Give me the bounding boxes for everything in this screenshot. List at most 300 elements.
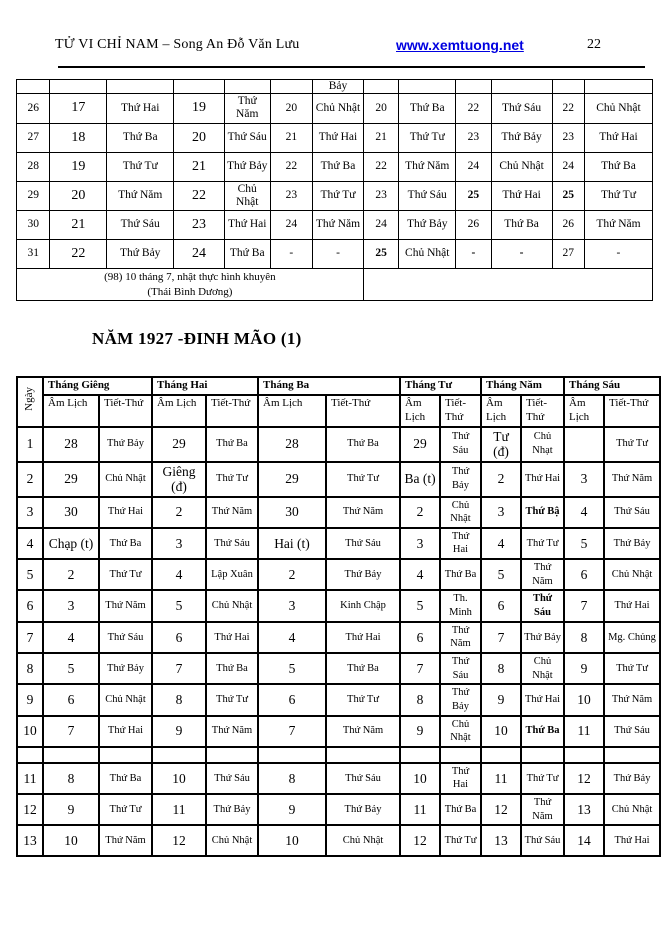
- table-cell: Thứ Tư: [604, 427, 660, 462]
- footnote-line-2: (Thái Bình Dương): [147, 285, 233, 298]
- table-cell: 22: [456, 94, 492, 123]
- table-cell: 28: [17, 152, 50, 181]
- table-cell: 5: [481, 559, 521, 590]
- table-cell: 9: [43, 794, 99, 825]
- table-cell: -: [584, 240, 652, 269]
- table-cell: Thứ Tư: [521, 763, 564, 794]
- table-cell: Thứ Bảy: [107, 240, 174, 269]
- table-row: [17, 240, 653, 269]
- empty-cell: [584, 80, 652, 94]
- month-header-hai: Tháng Hai: [152, 377, 258, 395]
- table-cell: Thứ Hai: [313, 123, 364, 152]
- table-cell: Thứ Bảy: [206, 794, 258, 825]
- table-cell: 7: [152, 653, 206, 684]
- empty-cell: [326, 747, 400, 763]
- empty-cell: [152, 747, 206, 763]
- table-cell: Thứ Sáu: [206, 528, 258, 559]
- table-cell: 23: [174, 211, 225, 240]
- table-cell: 4: [17, 528, 43, 559]
- table-cell: 8: [17, 653, 43, 684]
- table-cell: 7: [481, 622, 521, 653]
- table-cell: Thứ Hai: [521, 462, 564, 497]
- table-cell: Thứ Ba: [206, 653, 258, 684]
- table-cell: 6: [17, 590, 43, 621]
- table-cell: 26: [552, 211, 584, 240]
- table-cell: 11: [17, 763, 43, 794]
- table-cell: Thứ Hai: [521, 684, 564, 715]
- table-cell: 23: [552, 123, 584, 152]
- month-header-giêng: Tháng Giêng: [43, 377, 152, 395]
- table-cell: 13: [17, 825, 43, 856]
- table-cell: 6: [258, 684, 326, 715]
- tiet-thu-header: Tiết-Thứ: [206, 395, 258, 427]
- table-cell: Chạp (t): [43, 528, 99, 559]
- table-cell: Thứ Bảy: [326, 794, 400, 825]
- table-cell: 5: [43, 653, 99, 684]
- table-cell: 29: [43, 462, 99, 497]
- table-cell: 12: [400, 825, 440, 856]
- table-row: [17, 94, 653, 123]
- table-cell: 6: [481, 590, 521, 621]
- month-group-header-row: [17, 377, 660, 395]
- table-cell: Thứ Năm: [326, 497, 400, 528]
- table-cell: Thứ Năm: [399, 152, 456, 181]
- table-cell: 10: [17, 716, 43, 747]
- table-cell: 24: [456, 152, 492, 181]
- footnote-row: [17, 269, 653, 301]
- table-cell: Thứ Ba: [206, 427, 258, 462]
- table-cell: Chủ Nhật: [99, 684, 152, 715]
- table-cell: Thứ Năm: [224, 94, 270, 123]
- table-cell: 22: [174, 181, 225, 210]
- table-cell: Chủ Nhật: [313, 94, 364, 123]
- table-row: [17, 462, 660, 497]
- table-cell: 24: [552, 152, 584, 181]
- table-cell: 22: [363, 152, 399, 181]
- table-cell: 6: [43, 684, 99, 715]
- table-cell: 2: [43, 559, 99, 590]
- tiet-thu-header: Tiết-Thứ: [99, 395, 152, 427]
- table-cell: Thứ Hai: [99, 497, 152, 528]
- table-cell: Th. Minh: [440, 590, 481, 621]
- table-cell: Thứ Hai: [604, 590, 660, 621]
- table-row: [17, 427, 660, 462]
- table-cell: 7: [564, 590, 604, 621]
- table-cell: Thứ Hai: [99, 716, 152, 747]
- table-cell: Thứ Năm: [584, 211, 652, 240]
- table-cell: Lập Xuân: [206, 559, 258, 590]
- table-cell: Thứ Bậ: [521, 497, 564, 528]
- table-cell: 9: [152, 716, 206, 747]
- table-cell: 7: [258, 716, 326, 747]
- am-lich-header: Âm Lịch: [564, 395, 604, 427]
- table-cell: Chủ Nhật: [604, 794, 660, 825]
- table-cell: Chủ Nhật: [399, 240, 456, 269]
- table-cell: Chủ Nhật: [206, 590, 258, 621]
- table-cell: Thứ Sáu: [440, 427, 481, 462]
- table-cell: Thứ Sáu: [604, 497, 660, 528]
- table-cell: Thứ Tư: [107, 152, 174, 181]
- table-cell: Thứ Sáu: [99, 622, 152, 653]
- table-cell: 12: [17, 794, 43, 825]
- table-cell: 29: [258, 462, 326, 497]
- table-cell: 30: [258, 497, 326, 528]
- table-cell: 30: [17, 211, 50, 240]
- empty-cell: [521, 747, 564, 763]
- table-cell: Thứ Năm: [99, 825, 152, 856]
- table-row: [17, 152, 653, 181]
- table-row: [17, 497, 660, 528]
- table-cell: Thứ Bảy: [491, 123, 552, 152]
- table-cell: -: [456, 240, 492, 269]
- table-cell: Thứ Ba: [313, 152, 364, 181]
- empty-cell: [258, 747, 326, 763]
- table-cell: Thứ Năm: [107, 181, 174, 210]
- table-cell: 9: [400, 716, 440, 747]
- table-cell: 4: [400, 559, 440, 590]
- table-cell: 3: [564, 462, 604, 497]
- table-row: [17, 211, 653, 240]
- table-cell: 9: [17, 684, 43, 715]
- table-cell: Thứ Năm: [521, 794, 564, 825]
- month-header-ba: Tháng Ba: [258, 377, 400, 395]
- table-cell: 9: [481, 684, 521, 715]
- table-cell: 27: [17, 123, 50, 152]
- header-divider: [58, 66, 645, 68]
- table-cell: Chủ Nhật: [584, 94, 652, 123]
- page-number: 22: [587, 37, 601, 52]
- table-cell: 3: [481, 497, 521, 528]
- table-cell: 20: [270, 94, 313, 123]
- table-cell: Thứ Tư: [399, 123, 456, 152]
- table-row: [17, 716, 660, 747]
- table-cell: Thứ Tư: [99, 794, 152, 825]
- table-cell: Thứ Ba: [107, 123, 174, 152]
- empty-footnote-cell: [363, 269, 652, 301]
- table-cell: Thứ Năm: [99, 590, 152, 621]
- table-cell: Thứ Bảy: [399, 211, 456, 240]
- empty-cell: [174, 80, 225, 94]
- table-cell: 24: [174, 240, 225, 269]
- tiet-thu-header: Tiết-Thứ: [326, 395, 400, 427]
- table-cell: 10: [258, 825, 326, 856]
- am-lich-header: Âm Lịch: [152, 395, 206, 427]
- table-cell: 6: [152, 622, 206, 653]
- day-column-header: [17, 377, 43, 427]
- am-lich-header: Âm Lịch: [43, 395, 99, 427]
- table-cell: 19: [174, 94, 225, 123]
- table-cell: 3: [43, 590, 99, 621]
- table-cell: 7: [17, 622, 43, 653]
- table-cell: 24: [270, 211, 313, 240]
- tiet-thu-header: Tiết-Thứ: [521, 395, 564, 427]
- table-cell: Thứ Năm: [604, 462, 660, 497]
- table-cell: Thứ Sáu: [206, 763, 258, 794]
- table-cell: 4: [152, 559, 206, 590]
- table-cell: Thứ Ba: [224, 240, 270, 269]
- website-link[interactable]: www.xemtuong.net: [396, 37, 524, 53]
- sub-header-row: [17, 395, 660, 427]
- table-cell: 22: [552, 94, 584, 123]
- table-cell: 31: [17, 240, 50, 269]
- table-cell: 20: [363, 94, 399, 123]
- table-cell: Thứ Hai: [224, 211, 270, 240]
- table-cell: 4: [564, 497, 604, 528]
- table-cell: 26: [456, 211, 492, 240]
- table-cell: 2: [152, 497, 206, 528]
- table-cell: Thứ Ba: [326, 427, 400, 462]
- table-cell: Chủ Nhật: [99, 462, 152, 497]
- table-cell: Hai (t): [258, 528, 326, 559]
- table-row: [17, 528, 660, 559]
- table-cell: Thứ Tư: [206, 684, 258, 715]
- table-row: [17, 825, 660, 856]
- empty-cell: [564, 427, 604, 462]
- table-cell: Thứ Hai: [584, 123, 652, 152]
- table-cell: Thứ Tư: [584, 181, 652, 210]
- table-cell: Thứ Bảy: [440, 462, 481, 497]
- table-cell: 8: [400, 684, 440, 715]
- table-cell: Thứ Tư: [313, 181, 364, 210]
- table-cell: 11: [152, 794, 206, 825]
- table-cell: 13: [564, 794, 604, 825]
- table-cell: 26: [17, 94, 50, 123]
- table-cell: 29: [17, 181, 50, 210]
- table-cell: Thứ Sáu: [326, 763, 400, 794]
- footnote-line-1: (98) 10 tháng 7, nhật thực hình khuyên: [104, 271, 276, 284]
- table-cell: Thứ Bảy: [521, 622, 564, 653]
- table-cell: 21: [363, 123, 399, 152]
- table-cell: Thứ Năm: [313, 211, 364, 240]
- table-cell: 21: [270, 123, 313, 152]
- empty-cell: [456, 80, 492, 94]
- table-cell: -: [313, 240, 364, 269]
- table-cell: 7: [43, 716, 99, 747]
- table-cell: 27: [552, 240, 584, 269]
- empty-cell: [363, 80, 399, 94]
- table-cell: Thứ Ba: [399, 94, 456, 123]
- am-lich-header: Âm Lịch: [481, 395, 521, 427]
- table-cell: Thứ Tư: [206, 462, 258, 497]
- table-cell: 29: [400, 427, 440, 462]
- empty-cell: [481, 747, 521, 763]
- table-cell: 30: [43, 497, 99, 528]
- table-cell: Chủ Nhật: [224, 181, 270, 210]
- table-cell: 7: [400, 653, 440, 684]
- table-cell: 21: [174, 152, 225, 181]
- table-cell: 6: [564, 559, 604, 590]
- empty-cell: [400, 747, 440, 763]
- table-cell: 2: [17, 462, 43, 497]
- table-cell: Thứ Hai: [107, 94, 174, 123]
- table-cell: Thứ Năm: [206, 716, 258, 747]
- table-cell: 11: [564, 716, 604, 747]
- empty-cell: [564, 747, 604, 763]
- table-row: [17, 763, 660, 794]
- table-cell: 3: [17, 497, 43, 528]
- table-cell: 4: [258, 622, 326, 653]
- table-cell: Thứ Bảy: [604, 763, 660, 794]
- table-cell: Thứ Bảy: [99, 653, 152, 684]
- table-cell: 21: [50, 211, 107, 240]
- table-cell: Thứ Sáu: [521, 825, 564, 856]
- table-cell: Chủ Nhật: [604, 559, 660, 590]
- table-cell: Thứ Hai: [440, 763, 481, 794]
- table-cell: Thứ Sáu: [224, 123, 270, 152]
- table-cell: -: [270, 240, 313, 269]
- empty-cell: [270, 80, 313, 94]
- empty-cell: [99, 747, 152, 763]
- table-cell: 12: [152, 825, 206, 856]
- table-cell: Thứ Tư: [326, 462, 400, 497]
- table-row: [17, 747, 660, 763]
- table-cell: 2: [400, 497, 440, 528]
- table-cell: 25: [552, 181, 584, 210]
- empty-cell: [107, 80, 174, 94]
- table-cell: Thứ Hai: [206, 622, 258, 653]
- table-cell: 8: [564, 622, 604, 653]
- calendar-continuation-table: [16, 79, 653, 301]
- table-cell: Thứ Bảy: [604, 528, 660, 559]
- table-cell: 4: [43, 622, 99, 653]
- table-cell: Thứ Bảy: [440, 684, 481, 715]
- table-cell: Mg. Chủng: [604, 622, 660, 653]
- table-cell: 23: [270, 181, 313, 210]
- table-cell: 5: [564, 528, 604, 559]
- table-row: [17, 622, 660, 653]
- table-cell: Thứ Sáu: [604, 716, 660, 747]
- table-cell: 29: [152, 427, 206, 462]
- day-column-header-label: Ngày: [23, 387, 36, 412]
- table-cell: 8: [258, 763, 326, 794]
- table-cell: 14: [564, 825, 604, 856]
- year-1927-calendar-table: [16, 376, 661, 857]
- empty-cell: [491, 80, 552, 94]
- table-cell: 13: [481, 825, 521, 856]
- table-cell: Thứ Tư: [99, 559, 152, 590]
- empty-cell: [43, 747, 99, 763]
- table-cell: Thứ Năm: [206, 497, 258, 528]
- table-cell: 4: [481, 528, 521, 559]
- table-cell: 17: [50, 94, 107, 123]
- empty-cell: [224, 80, 270, 94]
- table-cell: 28: [258, 427, 326, 462]
- table-cell: 19: [50, 152, 107, 181]
- table-cell: -: [491, 240, 552, 269]
- table-cell: 3: [152, 528, 206, 559]
- table-cell: Thứ Sáu: [440, 653, 481, 684]
- table-cell: 18: [50, 123, 107, 152]
- table-cell: 3: [258, 590, 326, 621]
- eclipse-footnote: [17, 269, 364, 301]
- empty-cell: [206, 747, 258, 763]
- table-cell: Thứ Tư: [326, 684, 400, 715]
- table-cell: Thứ Bảy: [99, 427, 152, 462]
- table-cell: 5: [400, 590, 440, 621]
- tiet-thu-header: Tiết-Thứ: [604, 395, 660, 427]
- table-cell: 25: [363, 240, 399, 269]
- table-cell: Thứ Năm: [440, 622, 481, 653]
- table-cell: Thứ Tư: [440, 825, 481, 856]
- table-cell: 20: [50, 181, 107, 210]
- table-cell: 6: [400, 622, 440, 653]
- table-cell: 10: [564, 684, 604, 715]
- table-cell: 5: [258, 653, 326, 684]
- table-cell: Chủ Nhật: [440, 716, 481, 747]
- table-cell: Thứ Ba: [99, 528, 152, 559]
- am-lich-header: Âm Lịch: [400, 395, 440, 427]
- table-row: [17, 590, 660, 621]
- table-cell: 11: [400, 794, 440, 825]
- table-cell: Thứ Sáu: [521, 590, 564, 621]
- document-title: TỬ VI CHỈ NAM – Song An Đỗ Văn Lưu: [55, 37, 300, 52]
- month-header-tư: Tháng Tư: [400, 377, 481, 395]
- table-cell: Chủ Nhật: [440, 497, 481, 528]
- empty-cell: [440, 747, 481, 763]
- table-cell: Chủ Nhật: [521, 653, 564, 684]
- table-cell: 25: [456, 181, 492, 210]
- table-cell: Thứ Hai: [491, 181, 552, 210]
- month-header-năm: Tháng Năm: [481, 377, 564, 395]
- table-cell: 5: [152, 590, 206, 621]
- table-cell: Thứ Ba: [440, 794, 481, 825]
- table-cell: Thứ Sáu: [326, 528, 400, 559]
- table-row: [17, 684, 660, 715]
- table-cell: 11: [481, 763, 521, 794]
- table-cell: 3: [400, 528, 440, 559]
- am-lich-header: Âm Lịch: [258, 395, 326, 427]
- empty-cell: [17, 80, 50, 94]
- table-cell: 8: [43, 763, 99, 794]
- table-cell: Thứ Bảy: [326, 559, 400, 590]
- table-cell: Tư (đ): [481, 427, 521, 462]
- table-row: [17, 80, 653, 94]
- table-cell: Thứ Bảy: [224, 152, 270, 181]
- table-cell: Thứ Sáu: [107, 211, 174, 240]
- table-cell: 24: [363, 211, 399, 240]
- table-cell: 20: [174, 123, 225, 152]
- table-cell: Kinh Chập: [326, 590, 400, 621]
- table-cell: Thứ Năm: [326, 716, 400, 747]
- table-cell: Thứ Hai: [440, 528, 481, 559]
- table-cell: 9: [564, 653, 604, 684]
- empty-cell: [552, 80, 584, 94]
- table-cell: 12: [564, 763, 604, 794]
- table-cell: Chủ Nhật: [326, 825, 400, 856]
- tiet-thu-header: Tiết-Thứ: [440, 395, 481, 427]
- table-cell: Thứ Ba: [521, 716, 564, 747]
- empty-cell: [17, 747, 43, 763]
- table-cell: Thứ Sáu: [399, 181, 456, 210]
- table-cell: 10: [152, 763, 206, 794]
- month-header-sáu: Tháng Sáu: [564, 377, 660, 395]
- table-cell: Thứ Ba: [440, 559, 481, 590]
- table-row: [17, 794, 660, 825]
- table-cell: Thứ Ba: [584, 152, 652, 181]
- table-cell: 23: [363, 181, 399, 210]
- year-heading: NĂM 1927 -ĐINH MÃO (1): [92, 329, 302, 348]
- table-cell: Thứ Ba: [326, 653, 400, 684]
- table-cell: 28: [43, 427, 99, 462]
- table-cell: 22: [50, 240, 107, 269]
- table-row: [17, 123, 653, 152]
- table-cell: Thứ Ba: [99, 763, 152, 794]
- table-cell: Thứ Hai: [326, 622, 400, 653]
- table-row: [17, 559, 660, 590]
- table-cell: 22: [270, 152, 313, 181]
- table-cell: 5: [17, 559, 43, 590]
- table-cell: Thứ Sáu: [491, 94, 552, 123]
